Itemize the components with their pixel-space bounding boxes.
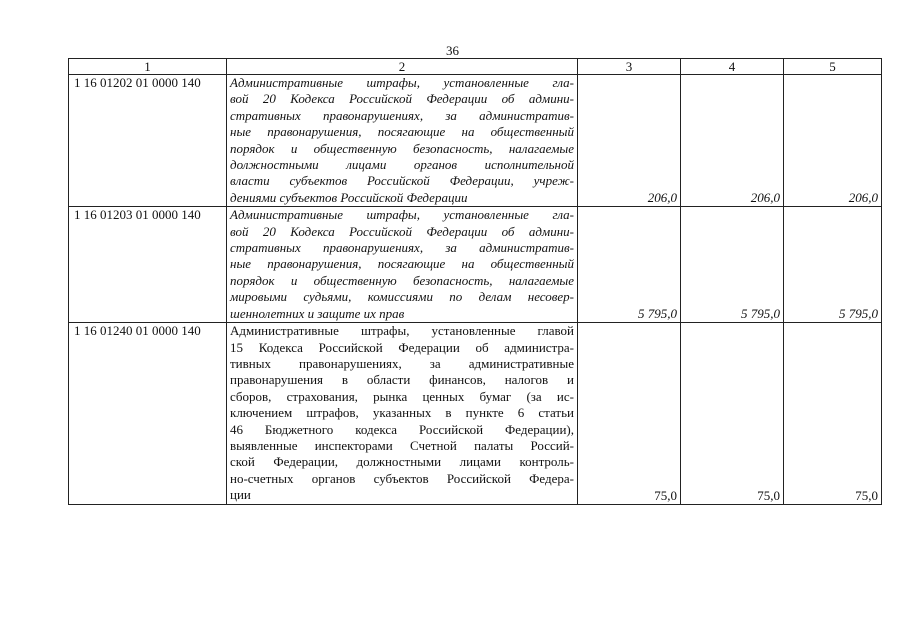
description-line: выявленные инспекторами Счетной палаты Россий-: [230, 437, 574, 453]
column-number-5: 5: [784, 59, 882, 75]
description-line: ции: [230, 487, 251, 503]
description-line: должностными лицами органов исполнительной: [230, 157, 574, 173]
description-line: ные правонарушения, посягающие на общественный: [230, 124, 574, 140]
column-number-3: 3: [578, 59, 681, 75]
budget-code: 1 16 01240 01 0000 140: [69, 323, 227, 504]
description-line: порядок и общественную безопасность, налагаемые: [230, 272, 574, 288]
description-line: тивных правонарушениях, за административные: [230, 355, 574, 371]
amount-column-4: 206,0: [681, 75, 784, 207]
amount-column-3: 206,0: [578, 75, 681, 207]
column-number-2: 2: [227, 59, 578, 75]
amount-column-5: 75,0: [784, 323, 882, 504]
description-line: но-счетных органов субъектов Российской Федера-: [230, 470, 574, 486]
amount-column-3: 5 795,0: [578, 207, 681, 323]
description-line: ской Федерации, должностными лицами контроль-: [230, 454, 574, 470]
column-number-row: [69, 59, 882, 75]
description-line: Административные штрафы, установленные главой: [230, 323, 574, 339]
description-line: Административные штрафы, установленные гла-: [230, 207, 574, 223]
description-line: ные правонарушения, посягающие на общественный: [230, 256, 574, 272]
budget-code: 1 16 01202 01 0000 140: [69, 75, 227, 207]
description-line: стративных правонарушениях, за административ-: [230, 107, 574, 123]
revenue-description: [227, 75, 578, 207]
amount-column-5: 5 795,0: [784, 207, 882, 323]
column-number-1: 1: [69, 59, 227, 75]
description-line: Административные штрафы, установленные гла-: [230, 75, 574, 90]
description-line: правонарушения в области финансов, налогов и: [230, 372, 574, 388]
description-line: стративных правонарушениях, за административ-: [230, 240, 574, 256]
description-line: сборов, страхования, рынка ценных бумаг (за ис-: [230, 388, 574, 404]
budget-table: [68, 58, 882, 505]
amount-column-4: 5 795,0: [681, 207, 784, 323]
table-row: [69, 207, 882, 323]
description-line: ключением штрафов, указанных в пункте 6 статьи: [230, 405, 574, 421]
description-line: 46 Бюджетного кодекса Российской Федерации),: [230, 421, 574, 437]
table-row: [69, 323, 882, 504]
revenue-description: [227, 323, 578, 504]
description-line: дениями субъектов Российской Федерации: [230, 189, 468, 205]
column-number-4: 4: [681, 59, 784, 75]
amount-column-3: 75,0: [578, 323, 681, 504]
description-line: 15 Кодекса Российской Федерации об администра-: [230, 339, 574, 355]
page-number: 36: [446, 43, 459, 58]
amount-column-5: 206,0: [784, 75, 882, 207]
description-line: порядок и общественную безопасность, налагаемые: [230, 140, 574, 156]
description-line: мировыми судьями, комиссиями по делам несовер-: [230, 289, 574, 305]
budget-code: 1 16 01203 01 0000 140: [69, 207, 227, 323]
table-row: [69, 75, 882, 207]
description-line: власти субъектов Российской Федерации, учреж-: [230, 173, 574, 189]
revenue-description: [227, 207, 578, 323]
description-line: вой 20 Кодекса Российской Федерации об админи-: [230, 223, 574, 239]
description-line: вой 20 Кодекса Российской Федерации об админи-: [230, 91, 574, 107]
amount-column-4: 75,0: [681, 323, 784, 504]
description-line: шеннолетних и защите их прав: [230, 305, 405, 321]
